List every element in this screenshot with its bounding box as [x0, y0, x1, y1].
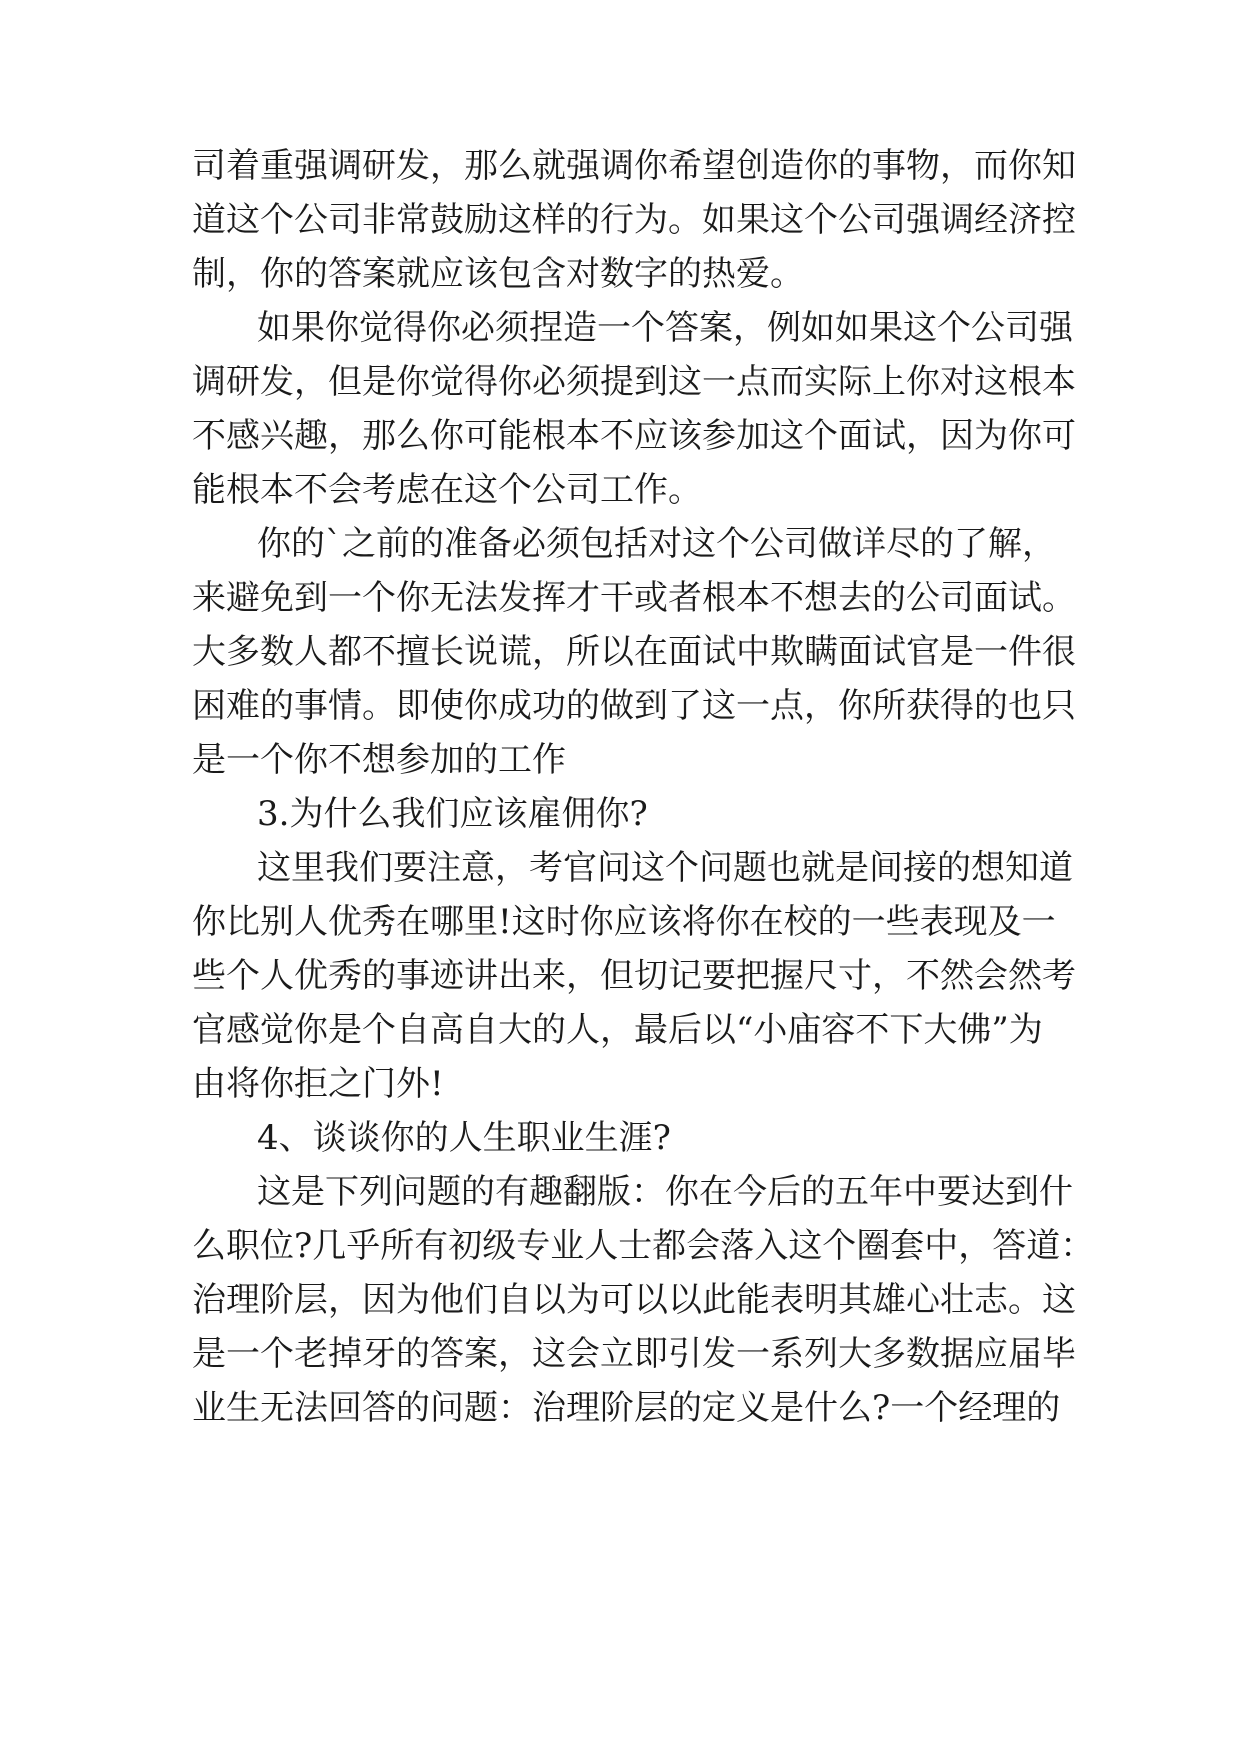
- text-line-content: 不感兴趣，那么你可能根本不应该参加这个面试，因为你可: [192, 416, 1076, 456]
- text-line: [0, 466, 1241, 514]
- text-line-content: 道这个公司非常鼓励这样的行为。如果这个公司强调经济控: [192, 200, 1076, 240]
- text-line: [0, 736, 1241, 784]
- section-heading: [0, 790, 1241, 838]
- text-line: [0, 1222, 1241, 1270]
- text-line: [0, 1060, 1241, 1108]
- text-line: [0, 574, 1241, 622]
- text-line-content: 你的`之前的准备必须包括对这个公司做详尽的了解，: [257, 524, 1056, 564]
- text-line-content: 业生无法回答的问题：治理阶层的定义是什么?一个经理的: [192, 1388, 1061, 1428]
- text-line-content: 能根本不会考虑在这个公司工作。: [192, 470, 702, 510]
- text-line: [0, 1168, 1241, 1216]
- text-line: [0, 250, 1241, 298]
- section-heading-text: 4、谈谈你的人生职业生涯?: [257, 1118, 671, 1158]
- text-line-content: 你比别人优秀在哪里!这时你应该将你在校的一些表现及一: [192, 902, 1056, 942]
- text-line: [0, 682, 1241, 730]
- text-line: [0, 1330, 1241, 1378]
- text-line-content: 这里我们要注意，考官问这个问题也就是间接的想知道: [257, 848, 1073, 888]
- text-line-content: 这是下列问题的有趣翻版：你在今后的五年中要达到什: [257, 1172, 1073, 1212]
- text-line-content: 调研发，但是你觉得你必须提到这一点而实际上你对这根本: [192, 362, 1076, 402]
- text-line: [0, 844, 1241, 892]
- text-line-content: 治理阶层，因为他们自以为可以以此能表明其雄心壮志。这: [192, 1280, 1076, 1320]
- text-line: [0, 358, 1241, 406]
- text-line: [0, 412, 1241, 460]
- text-line-content: 由将你拒之门外!: [192, 1064, 444, 1104]
- text-line: [0, 520, 1241, 568]
- text-line-content: 如果你觉得你必须捏造一个答案，例如如果这个公司强: [257, 308, 1073, 348]
- section-heading-text: 3.为什么我们应该雇佣你?: [257, 794, 648, 834]
- text-line-content: 是一个老掉牙的答案，这会立即引发一系列大多数据应届毕: [192, 1334, 1076, 1374]
- text-line: [0, 898, 1241, 946]
- text-line: [0, 1384, 1241, 1432]
- text-line-content: 困难的事情。即使你成功的做到了这一点，你所获得的也只: [192, 686, 1076, 726]
- text-line-content: 是一个你不想参加的工作: [192, 740, 566, 780]
- text-line: [0, 142, 1241, 190]
- text-line-content: 些个人优秀的事迹讲出来，但切记要把握尺寸，不然会然考: [192, 956, 1076, 996]
- text-line: [0, 952, 1241, 1000]
- text-line-content: 官感觉你是个自高自大的人，最后以“小庙容不下大佛”为: [192, 1010, 1043, 1050]
- text-line-content: 来避免到一个你无法发挥才干或者根本不想去的公司面试。: [192, 578, 1076, 618]
- text-line: [0, 304, 1241, 352]
- text-line-content: 么职位?几乎所有初级专业人士都会落入这个圈套中，答道：: [192, 1226, 1095, 1266]
- text-line: [0, 628, 1241, 676]
- text-line-content: 制，你的答案就应该包含对数字的热爱。: [192, 254, 804, 294]
- text-line-content: 大多数人都不擅长说谎，所以在面试中欺瞒面试官是一件很: [192, 632, 1076, 672]
- text-line: [0, 1006, 1241, 1054]
- section-heading: [0, 1114, 1241, 1162]
- text-line: [0, 1276, 1241, 1324]
- text-line: [0, 196, 1241, 244]
- text-line-content: 司着重强调研发，那么就强调你希望创造你的事物，而你知: [192, 146, 1076, 186]
